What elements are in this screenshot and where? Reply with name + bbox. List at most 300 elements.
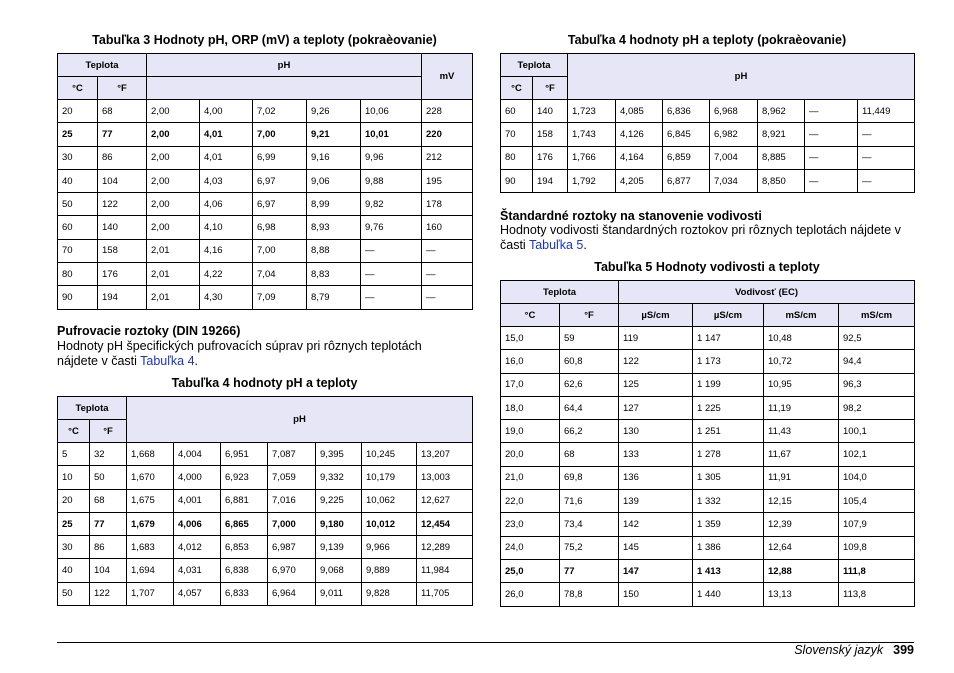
table4cont-row bbox=[501, 100, 915, 123]
table4-cell: 11,705 bbox=[417, 582, 473, 605]
table4cont-cell: 7,004 bbox=[710, 146, 758, 169]
table3-cell: 10,06 bbox=[361, 100, 422, 123]
footer-language: Slovenský jazyk bbox=[794, 643, 884, 657]
table4-cell: 50 bbox=[58, 582, 90, 605]
table5-cell: 71,6 bbox=[560, 490, 619, 513]
buffer-text: Hodnoty pH špecifických pufrovacích súprav pri rôznych teplotách nájdete v časti bbox=[57, 339, 422, 368]
table3-header-ph-blank bbox=[147, 77, 422, 100]
table4cont bbox=[500, 53, 915, 193]
table3-cell: 9,76 bbox=[361, 216, 422, 239]
table3-cell: 2,00 bbox=[147, 216, 200, 239]
table4cont-header-teplota: Teplota bbox=[501, 54, 568, 77]
table4-row bbox=[58, 559, 473, 582]
table3-cell: 9,82 bbox=[361, 193, 422, 216]
table3-cell: 8,79 bbox=[307, 286, 361, 309]
page-number: 399 bbox=[893, 643, 914, 657]
table3-cell: 6,97 bbox=[253, 193, 307, 216]
table3-cell: 220 bbox=[422, 123, 473, 146]
table4cont-cell: 6,982 bbox=[710, 123, 758, 146]
table4-cell: 6,951 bbox=[221, 443, 268, 466]
table4cont-cell: 1,743 bbox=[568, 123, 616, 146]
table4cont-cell: 176 bbox=[533, 146, 568, 169]
table4-cell: 6,970 bbox=[268, 559, 316, 582]
table3-cell: 2,01 bbox=[147, 263, 200, 286]
table3-cell: 2,01 bbox=[147, 286, 200, 309]
table4-cell: 4,057 bbox=[174, 582, 221, 605]
table4-cell: 6,833 bbox=[221, 582, 268, 605]
table3-row bbox=[58, 123, 473, 146]
table5-cell: 125 bbox=[619, 373, 693, 396]
table5-cell: 26,0 bbox=[501, 583, 560, 606]
table3-cell: 8,93 bbox=[307, 216, 361, 239]
table3-header-mv: mV bbox=[422, 54, 473, 100]
table3-cell: 9,21 bbox=[307, 123, 361, 146]
table5-cell: 145 bbox=[619, 536, 693, 559]
table4cont-cell: 140 bbox=[533, 100, 568, 123]
buffer-paragraph bbox=[57, 339, 457, 369]
table3-cell: 4,30 bbox=[200, 286, 253, 309]
table4-header-row bbox=[58, 397, 473, 420]
table3-row bbox=[58, 263, 473, 286]
table5-cell: 78,8 bbox=[560, 583, 619, 606]
table5-cell: 64,4 bbox=[560, 396, 619, 419]
table4-cell: 4,001 bbox=[174, 489, 221, 512]
table4-cell: 9,180 bbox=[316, 512, 362, 535]
table4-cell: 1,675 bbox=[127, 489, 174, 512]
table3-cell: 10,01 bbox=[361, 123, 422, 146]
table4cont-cell: 90 bbox=[501, 169, 533, 192]
table3-cell: — bbox=[422, 263, 473, 286]
table3-row bbox=[58, 193, 473, 216]
table5-cell: 1 386 bbox=[693, 536, 764, 559]
table4-cell: 9,332 bbox=[316, 466, 362, 489]
table5-cell: 10,72 bbox=[764, 350, 839, 373]
table4cont-cell: 8,921 bbox=[758, 123, 805, 146]
table4-cell: 40 bbox=[58, 559, 90, 582]
table5-cell: 107,9 bbox=[839, 513, 915, 536]
table4cont-cell: — bbox=[805, 146, 858, 169]
table5-row bbox=[501, 327, 915, 350]
table3-cell: 9,88 bbox=[361, 169, 422, 192]
table4-cell: 6,853 bbox=[221, 536, 268, 559]
table3-cell: 7,02 bbox=[253, 100, 307, 123]
table5-cell: 136 bbox=[619, 466, 693, 489]
table4cont-caption: Tabuľka 4 hodnoty pH a teploty (pokraèovanie) bbox=[567, 33, 847, 47]
table5-cell: 12,64 bbox=[764, 536, 839, 559]
table3-cell: 9,16 bbox=[307, 146, 361, 169]
table4cont-header-row bbox=[501, 54, 915, 77]
table5-row bbox=[501, 513, 915, 536]
table4cont-row bbox=[501, 123, 915, 146]
table3-cell: 8,99 bbox=[307, 193, 361, 216]
table4-cell: 1,694 bbox=[127, 559, 174, 582]
table5-cell: 69,8 bbox=[560, 466, 619, 489]
table5-cell: 102,1 bbox=[839, 443, 915, 466]
table5-cell: 77 bbox=[560, 559, 619, 582]
table5-cell: 130 bbox=[619, 420, 693, 443]
table4cont-cell: 6,859 bbox=[663, 146, 710, 169]
table5-header-vodivost: Vodivosť (EC) bbox=[619, 281, 915, 304]
table4-cell: 7,000 bbox=[268, 512, 316, 535]
table3-cell: 2,00 bbox=[147, 193, 200, 216]
table4cont-cell: 158 bbox=[533, 123, 568, 146]
table4cont-cell: 8,850 bbox=[758, 169, 805, 192]
table4-cell: 1,668 bbox=[127, 443, 174, 466]
table5-header-teplota: Teplota bbox=[501, 281, 619, 304]
table4-row bbox=[58, 512, 473, 535]
table5-cell: 127 bbox=[619, 396, 693, 419]
table4cont-cell: — bbox=[805, 169, 858, 192]
table5-cell: 119 bbox=[619, 327, 693, 350]
table5-header-unit-1: µS/cm bbox=[619, 304, 693, 327]
table5-row bbox=[501, 420, 915, 443]
buffer-text-tail: . bbox=[194, 354, 199, 368]
table3-cell: 4,00 bbox=[200, 100, 253, 123]
table3-cell: 2,00 bbox=[147, 146, 200, 169]
table5-cell: 10,48 bbox=[764, 327, 839, 350]
table4-cell: 13,003 bbox=[417, 466, 473, 489]
table5-header-row bbox=[501, 281, 915, 304]
table4-cell: 122 bbox=[90, 582, 127, 605]
table4cont-cell: 11,449 bbox=[858, 100, 915, 123]
table3-cell: 70 bbox=[58, 239, 98, 262]
table3-cell: 4,16 bbox=[200, 239, 253, 262]
table5-cell: 12,88 bbox=[764, 559, 839, 582]
table5-cell: 25,0 bbox=[501, 559, 560, 582]
table5-cell: 10,95 bbox=[764, 373, 839, 396]
table3-cell: — bbox=[422, 286, 473, 309]
table4cont-cell: — bbox=[858, 123, 915, 146]
buffer-link-table4[interactable]: Tabuľka 4 bbox=[140, 354, 195, 368]
table4cont-cell: 70 bbox=[501, 123, 533, 146]
table4-cell: 4,031 bbox=[174, 559, 221, 582]
table5-cell: 73,4 bbox=[560, 513, 619, 536]
table4-cell: 1,683 bbox=[127, 536, 174, 559]
table4-cell: 7,016 bbox=[268, 489, 316, 512]
table5-cell: 1 305 bbox=[693, 466, 764, 489]
table4-cell: 12,454 bbox=[417, 512, 473, 535]
table5-cell: 113,8 bbox=[839, 583, 915, 606]
table3-cell: 7,00 bbox=[253, 239, 307, 262]
table3-cell: 4,01 bbox=[200, 146, 253, 169]
table4-row bbox=[58, 466, 473, 489]
table5-cell: 1 225 bbox=[693, 396, 764, 419]
table4cont-header-celsius: °C bbox=[501, 77, 533, 100]
table3-cell: 178 bbox=[422, 193, 473, 216]
table5-cell: 1 278 bbox=[693, 443, 764, 466]
page-footer bbox=[794, 643, 914, 657]
table5-body bbox=[501, 327, 915, 607]
table4-cell: 6,838 bbox=[221, 559, 268, 582]
table3-cell: 195 bbox=[422, 169, 473, 192]
table4cont-cell: 194 bbox=[533, 169, 568, 192]
table5-header-unit-2: µS/cm bbox=[693, 304, 764, 327]
table4-cell: 10 bbox=[58, 466, 90, 489]
table5-row bbox=[501, 583, 915, 606]
table4cont-cell: 4,164 bbox=[616, 146, 663, 169]
table3-cell: 6,98 bbox=[253, 216, 307, 239]
table4-row bbox=[58, 582, 473, 605]
table4-body bbox=[58, 443, 473, 606]
table4-header-ph: pH bbox=[127, 397, 473, 443]
table4-cell: 32 bbox=[90, 443, 127, 466]
table4cont-row bbox=[501, 169, 915, 192]
table5-cell: 24,0 bbox=[501, 536, 560, 559]
table5-cell: 1 332 bbox=[693, 490, 764, 513]
table4-cell: 6,881 bbox=[221, 489, 268, 512]
table3-cell: 7,00 bbox=[253, 123, 307, 146]
table4-cell: 68 bbox=[90, 489, 127, 512]
table5-header-fahrenheit: °F bbox=[560, 304, 619, 327]
table5-cell: 11,91 bbox=[764, 466, 839, 489]
table3-cell: 50 bbox=[58, 193, 98, 216]
table3-header-ph: pH bbox=[147, 54, 422, 77]
table4-cell: 86 bbox=[90, 536, 127, 559]
table3-cell: 194 bbox=[98, 286, 147, 309]
table3-subheader-row bbox=[58, 77, 473, 100]
table3-cell: 25 bbox=[58, 123, 98, 146]
table5-cell: 11,43 bbox=[764, 420, 839, 443]
table3-cell: 140 bbox=[98, 216, 147, 239]
table4-cell: 7,059 bbox=[268, 466, 316, 489]
table4-header-teplota: Teplota bbox=[58, 397, 127, 420]
table3 bbox=[57, 53, 473, 310]
table5-cell: 94,4 bbox=[839, 350, 915, 373]
table4cont-row bbox=[501, 146, 915, 169]
table4-cell: 9,225 bbox=[316, 489, 362, 512]
table5-subheader-row bbox=[501, 304, 915, 327]
table5-cell: 68 bbox=[560, 443, 619, 466]
table3-cell: 160 bbox=[422, 216, 473, 239]
table3-cell: 2,00 bbox=[147, 123, 200, 146]
table4-caption: Tabuľka 4 hodnoty pH a teploty bbox=[171, 376, 358, 390]
table5-caption: Tabuľka 5 Hodnoty vodivosti a teploty bbox=[594, 260, 820, 274]
table4-cell: 10,179 bbox=[362, 466, 417, 489]
table3-cell: 68 bbox=[98, 100, 147, 123]
table5-cell: 96,3 bbox=[839, 373, 915, 396]
table3-cell: 9,96 bbox=[361, 146, 422, 169]
table5-cell: 62,6 bbox=[560, 373, 619, 396]
table4cont-cell: — bbox=[858, 146, 915, 169]
table5-cell: 1 440 bbox=[693, 583, 764, 606]
table5-cell: 1 199 bbox=[693, 373, 764, 396]
table3-row bbox=[58, 146, 473, 169]
buffer-heading: Pufrovacie roztoky (DIN 19266) bbox=[57, 324, 241, 338]
table4cont-cell: 6,877 bbox=[663, 169, 710, 192]
conductivity-link-table5[interactable]: Tabuľka 5 bbox=[528, 238, 584, 252]
table4-cell: 20 bbox=[58, 489, 90, 512]
table3-cell: 80 bbox=[58, 263, 98, 286]
table5-cell: 1 413 bbox=[693, 559, 764, 582]
table4-cell: 12,289 bbox=[417, 536, 473, 559]
table5-cell: 12,15 bbox=[764, 490, 839, 513]
table5-cell: 98,2 bbox=[839, 396, 915, 419]
table3-cell: 212 bbox=[422, 146, 473, 169]
table5-cell: 109,8 bbox=[839, 536, 915, 559]
table3-header-celsius: °C bbox=[58, 77, 98, 100]
table5-cell: 13,13 bbox=[764, 583, 839, 606]
table4cont-cell: 6,845 bbox=[663, 123, 710, 146]
table5-cell: 16,0 bbox=[501, 350, 560, 373]
table5-cell: 142 bbox=[619, 513, 693, 536]
table3-cell: 9,26 bbox=[307, 100, 361, 123]
table4cont-cell: 4,085 bbox=[616, 100, 663, 123]
table4-cell: 9,011 bbox=[316, 582, 362, 605]
table4-cell: 4,006 bbox=[174, 512, 221, 535]
table4cont-cell: 80 bbox=[501, 146, 533, 169]
table3-cell: 158 bbox=[98, 239, 147, 262]
table5-cell: 11,67 bbox=[764, 443, 839, 466]
table3-cell: 8,88 bbox=[307, 239, 361, 262]
table4-cell: 50 bbox=[90, 466, 127, 489]
table5-row bbox=[501, 536, 915, 559]
table4-cell: 104 bbox=[90, 559, 127, 582]
table5-cell: 104,0 bbox=[839, 466, 915, 489]
table4-cell: 1,707 bbox=[127, 582, 174, 605]
table5-row bbox=[501, 396, 915, 419]
table4cont-cell: 6,968 bbox=[710, 100, 758, 123]
table4-cell: 9,068 bbox=[316, 559, 362, 582]
table3-cell: 2,01 bbox=[147, 239, 200, 262]
table5-cell: 100,1 bbox=[839, 420, 915, 443]
table3-cell: 104 bbox=[98, 169, 147, 192]
table4-cell: 12,627 bbox=[417, 489, 473, 512]
table4-row bbox=[58, 443, 473, 466]
table3-cell: 6,99 bbox=[253, 146, 307, 169]
table5-header-unit-3: mS/cm bbox=[764, 304, 839, 327]
table5-row bbox=[501, 466, 915, 489]
table3-cell: 176 bbox=[98, 263, 147, 286]
table5-cell: 105,4 bbox=[839, 490, 915, 513]
table4-header-fahrenheit: °F bbox=[90, 420, 127, 443]
table4cont-cell: — bbox=[858, 169, 915, 192]
table3-cell: — bbox=[361, 263, 422, 286]
table4cont-header-fahrenheit: °F bbox=[533, 77, 568, 100]
table3-cell: — bbox=[422, 239, 473, 262]
table3-cell: — bbox=[361, 286, 422, 309]
table5-cell: 1 251 bbox=[693, 420, 764, 443]
table5-cell: 11,19 bbox=[764, 396, 839, 419]
table3-header-fahrenheit: °F bbox=[98, 77, 147, 100]
table4-cell: 6,964 bbox=[268, 582, 316, 605]
table5-cell: 133 bbox=[619, 443, 693, 466]
table4-cell: 10,245 bbox=[362, 443, 417, 466]
table4-row bbox=[58, 489, 473, 512]
table3-cell: 2,00 bbox=[147, 169, 200, 192]
table4-cell: 1,670 bbox=[127, 466, 174, 489]
table4cont-body bbox=[501, 100, 915, 193]
table4-cell: 6,865 bbox=[221, 512, 268, 535]
table3-row bbox=[58, 216, 473, 239]
table3-cell: 228 bbox=[422, 100, 473, 123]
table3-cell: 4,22 bbox=[200, 263, 253, 286]
table3-cell: 4,06 bbox=[200, 193, 253, 216]
table3-cell: 7,04 bbox=[253, 263, 307, 286]
table3-cell: 4,03 bbox=[200, 169, 253, 192]
table4-cell: 4,004 bbox=[174, 443, 221, 466]
table5-cell: 75,2 bbox=[560, 536, 619, 559]
table4-row bbox=[58, 536, 473, 559]
table3-cell: 8,83 bbox=[307, 263, 361, 286]
table3-cell: 30 bbox=[58, 146, 98, 169]
table5-cell: 111,8 bbox=[839, 559, 915, 582]
table4cont-cell: 1,723 bbox=[568, 100, 616, 123]
table3-cell: 4,01 bbox=[200, 123, 253, 146]
table5-header-celsius: °C bbox=[501, 304, 560, 327]
table5-header-unit-4: mS/cm bbox=[839, 304, 915, 327]
table5-cell: 122 bbox=[619, 350, 693, 373]
table4-cell: 9,828 bbox=[362, 582, 417, 605]
table4-cell: 7,087 bbox=[268, 443, 316, 466]
table5-cell: 20,0 bbox=[501, 443, 560, 466]
table4cont-cell: 1,766 bbox=[568, 146, 616, 169]
table5-row bbox=[501, 443, 915, 466]
table4cont-cell: 1,792 bbox=[568, 169, 616, 192]
table4-cell: 77 bbox=[90, 512, 127, 535]
table5-cell: 15,0 bbox=[501, 327, 560, 350]
table5-cell: 17,0 bbox=[501, 373, 560, 396]
table5-cell: 147 bbox=[619, 559, 693, 582]
table4-cell: 1,679 bbox=[127, 512, 174, 535]
table4-cell: 10,012 bbox=[362, 512, 417, 535]
table5-cell: 60,8 bbox=[560, 350, 619, 373]
table3-row bbox=[58, 286, 473, 309]
table4-cell: 9,395 bbox=[316, 443, 362, 466]
table4-cell: 25 bbox=[58, 512, 90, 535]
table3-cell: 4,10 bbox=[200, 216, 253, 239]
table4 bbox=[57, 396, 473, 606]
conductivity-heading: Štandardné roztoky na stanovenie vodivosti bbox=[500, 209, 762, 223]
table3-caption: Tabuľka 3 Hodnoty pH, ORP (mV) a teploty (pokraèovanie) bbox=[92, 33, 437, 47]
table3-cell: 60 bbox=[58, 216, 98, 239]
table3-header-teplota: Teplota bbox=[58, 54, 147, 77]
table5-row bbox=[501, 490, 915, 513]
table4cont-cell: — bbox=[805, 123, 858, 146]
table3-cell: 6,97 bbox=[253, 169, 307, 192]
table4cont-cell: 7,034 bbox=[710, 169, 758, 192]
table5-cell: 1 173 bbox=[693, 350, 764, 373]
table3-cell: 90 bbox=[58, 286, 98, 309]
table4-cell: 5 bbox=[58, 443, 90, 466]
table5-cell: 18,0 bbox=[501, 396, 560, 419]
table5-cell: 66,2 bbox=[560, 420, 619, 443]
table5-cell: 1 147 bbox=[693, 327, 764, 350]
table3-row bbox=[58, 100, 473, 123]
table3-cell: 122 bbox=[98, 193, 147, 216]
table4cont-cell: 4,126 bbox=[616, 123, 663, 146]
table3-cell: 86 bbox=[98, 146, 147, 169]
table4-cell: 9,889 bbox=[362, 559, 417, 582]
table4-cell: 10,062 bbox=[362, 489, 417, 512]
table3-row bbox=[58, 239, 473, 262]
table4-cell: 6,923 bbox=[221, 466, 268, 489]
table4cont-cell: 8,885 bbox=[758, 146, 805, 169]
table5-cell: 21,0 bbox=[501, 466, 560, 489]
table4cont-cell: 4,205 bbox=[616, 169, 663, 192]
table4-cell: 4,012 bbox=[174, 536, 221, 559]
table4-cell: 9,139 bbox=[316, 536, 362, 559]
table4-cell: 4,000 bbox=[174, 466, 221, 489]
table3-cell: 20 bbox=[58, 100, 98, 123]
table4cont-header-ph: pH bbox=[568, 54, 915, 100]
table5-cell: 139 bbox=[619, 490, 693, 513]
table3-cell: 77 bbox=[98, 123, 147, 146]
conductivity-text: Hodnoty vodivosti štandardných roztokov pri rôznych teplotách nájdete v časti bbox=[500, 223, 901, 252]
table5-row bbox=[501, 559, 915, 582]
table4-header-celsius: °C bbox=[58, 420, 90, 443]
table5-cell: 23,0 bbox=[501, 513, 560, 536]
table5-cell: 92,5 bbox=[839, 327, 915, 350]
